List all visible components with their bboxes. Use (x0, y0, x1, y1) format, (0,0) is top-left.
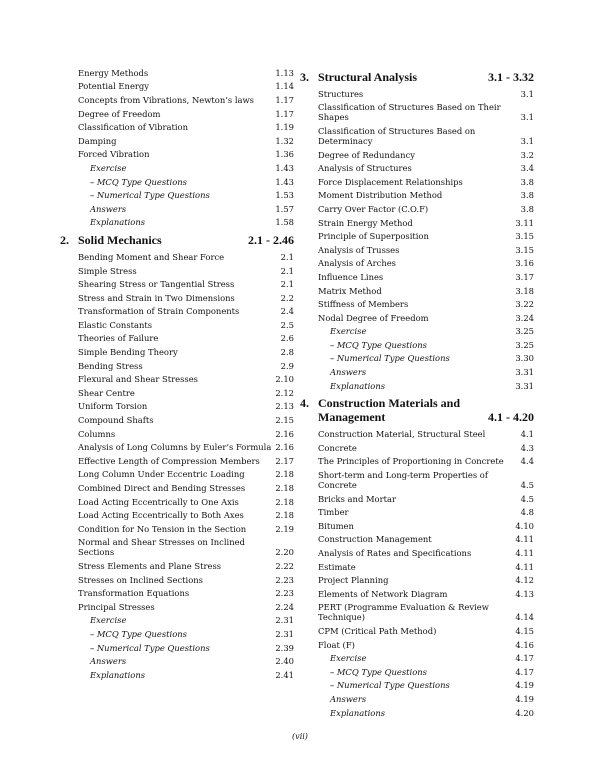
toc-entry-page: 2.39 (275, 642, 294, 653)
toc-entry-title: – MCQ Type Questions (330, 339, 427, 350)
toc-entry (78, 536, 294, 560)
toc-entry-title: Bending Moment and Shear Force (78, 251, 225, 262)
toc-entry-page: 3.1 (520, 112, 534, 123)
toc-entry (318, 492, 534, 506)
chapter-title: Management (318, 410, 386, 425)
toc-entry-page: 3.30 (515, 353, 534, 364)
toc-entry (318, 257, 534, 271)
toc-entry-title: Float (F) (318, 639, 355, 650)
toc-entry-title: Uniform Torsion (78, 401, 148, 412)
toc-entry-title: Bitumen (318, 520, 354, 531)
toc-entry-title: – MCQ Type Questions (330, 666, 427, 677)
toc-entry (318, 573, 534, 587)
chapter-heading (300, 66, 534, 87)
toc-entry-title: Load Acting Eccentrically to One Axis (78, 496, 239, 507)
toc-entry (318, 270, 534, 284)
toc-entry-title: Degree of Freedom (78, 108, 161, 119)
toc-entry-page: 2.18 (275, 496, 294, 507)
toc-entry (318, 229, 534, 243)
toc-entry-title: Shearing Stress or Tangential Stress (78, 279, 235, 290)
toc-entry-page: 4.1 (520, 429, 534, 440)
toc-subentry (318, 706, 534, 720)
toc-entry-page: 4.11 (515, 534, 534, 545)
toc-entry-title: Influence Lines (318, 271, 384, 282)
toc-entry (78, 66, 294, 80)
toc-entry-title: Analysis of Rates and Specifications (318, 548, 472, 559)
toc-entry-title: Energy Methods (78, 67, 149, 78)
toc-subentry (78, 654, 294, 668)
toc-entry-page: 3.15 (515, 231, 534, 242)
toc-entry-page: 2.1 (280, 251, 294, 262)
toc-entry-title: Exercise (90, 162, 127, 173)
toc-entry-page: 3.25 (515, 326, 534, 337)
toc-entry-page: 2.18 (275, 483, 294, 494)
toc-entry (318, 624, 534, 638)
toc-entry (78, 586, 294, 600)
toc-entry (78, 522, 294, 536)
toc-entry (318, 101, 534, 125)
toc-entry-page: 4.14 (515, 612, 534, 623)
chapter-page-range: 4.1 - 4.20 (488, 410, 534, 425)
toc-entry-title: Nodal Degree of Freedom (318, 312, 429, 323)
chapter-number: 3. (300, 70, 309, 84)
toc-entry-page: 1.32 (275, 135, 294, 146)
toc-subentry (318, 679, 534, 693)
toc-entry-page: 2.1 (280, 279, 294, 290)
toc-entry-page: 3.8 (520, 176, 534, 187)
toc-entry (78, 107, 294, 121)
toc-entry-page: 4.19 (515, 693, 534, 704)
toc-entry-page: 2.20 (275, 547, 294, 558)
toc-subentry (318, 325, 534, 339)
toc-entry-page: 3.8 (520, 203, 534, 214)
toc-entry-title: – Numerical Type Questions (90, 190, 210, 201)
toc-subentry (318, 338, 534, 352)
toc-entry-title: Damping (78, 135, 117, 146)
toc-entry (78, 120, 294, 134)
toc-entry-title: Strain Energy Method (318, 217, 413, 228)
toc-entry-title: Analysis of Trusses (318, 244, 400, 255)
toc-entry-title: Elements of Network Diagram (318, 588, 448, 599)
toc-subentry (78, 614, 294, 628)
toc-subentry (318, 365, 534, 379)
toc-entry-page: 2.18 (275, 469, 294, 480)
toc-entry-page: 2.41 (275, 669, 294, 680)
toc-entry (78, 264, 294, 278)
toc-entry (318, 202, 534, 216)
toc-entry-title: Exercise (90, 615, 127, 626)
toc-entry-title: Analysis of Long Columns by Euler’s Formula (78, 442, 272, 453)
toc-entry-title: Long Column Under Eccentric Loading (78, 469, 245, 480)
toc-entry-title: Potential Energy (78, 81, 149, 92)
toc-entry-title: Condition for No Tension in the Section (78, 523, 247, 534)
chapter-heading-line (300, 410, 534, 424)
toc-entry-title: Construction Management (318, 534, 432, 545)
toc-entry-title: Stress and Strain in Two Dimensions (78, 292, 235, 303)
toc-entry-page: 1.13 (275, 67, 294, 78)
toc-right-column (300, 66, 534, 719)
toc-entry (78, 400, 294, 414)
toc-entry-page: 3.4 (520, 163, 534, 174)
toc-entry-page: 4.11 (515, 561, 534, 572)
toc-entry-title: Moment Distribution Method (318, 190, 443, 201)
toc-subentry (78, 668, 294, 682)
toc-entry-page: 1.36 (275, 149, 294, 160)
chapter-number: 4. (300, 396, 309, 411)
toc-entry-title: Load Acting Eccentrically to Both Axes (78, 510, 244, 521)
toc-entry (318, 161, 534, 175)
toc-entry (78, 413, 294, 427)
toc-entry-page: 3.15 (515, 244, 534, 255)
toc-entry-page: 4.10 (515, 520, 534, 531)
toc-entry-title: Forced Vibration (78, 149, 150, 160)
toc-entry (318, 546, 534, 560)
toc-subentry (318, 651, 534, 665)
toc-entry-title: Matrix Method (318, 285, 382, 296)
toc-entry-title: Classification of Structures Based on Determinacy (318, 125, 476, 146)
toc-entry-title: Compound Shafts (78, 415, 154, 426)
toc-entry (318, 468, 534, 492)
toc-entry-title: Structures (318, 88, 364, 99)
toc-entry-page: 2.12 (275, 387, 294, 398)
toc-entry-title: The Principles of Proportioning in Concrete (318, 456, 504, 467)
toc-entry (318, 243, 534, 257)
toc-entry-title: Answers (330, 693, 367, 704)
toc-subentry (318, 665, 534, 679)
toc-entry-page: 4.17 (515, 666, 534, 677)
toc-entry-page: 2.15 (275, 415, 294, 426)
toc-entry-title: – MCQ Type Questions (90, 176, 187, 187)
toc-entry-title: Explanations (90, 669, 146, 680)
toc-entry-page: 2.4 (280, 306, 294, 317)
toc-entry-title: Columns (78, 428, 116, 439)
toc-entry-title: Simple Bending Theory (78, 347, 178, 358)
toc-entry-title: Explanations (330, 380, 386, 391)
toc-entry-page: 4.15 (515, 625, 534, 636)
toc-entry (318, 533, 534, 547)
toc-entry-title: Short-term and Long-term Properties of Concrete (318, 470, 488, 491)
chapter-title: Construction Materials and (318, 396, 460, 411)
toc-entry-title: Concepts from Vibrations, Newton’s laws (78, 94, 254, 105)
toc-entry-page: 4.20 (515, 707, 534, 718)
toc-entry-title: Transformation Equations (78, 588, 190, 599)
toc-entry (318, 189, 534, 203)
toc-entry-page: 2.5 (280, 319, 294, 330)
toc-entry-page: 2.8 (280, 347, 294, 358)
toc-entry-page: 1.57 (275, 203, 294, 214)
toc-entry-page: 4.5 (520, 480, 534, 491)
toc-entry (78, 80, 294, 94)
toc-entry-page: 1.43 (275, 176, 294, 187)
toc-entry-page: 1.17 (275, 94, 294, 105)
toc-entry-title: Concrete (318, 442, 357, 453)
toc-entry (78, 440, 294, 454)
toc-entry-page: 2.31 (275, 615, 294, 626)
toc-entry-page: 4.4 (520, 456, 534, 467)
toc-entry-title: Classification of Structures Based on Their Shapes (318, 102, 501, 123)
toc-subentry (78, 216, 294, 230)
toc-entry (318, 505, 534, 519)
toc-entry-title: Project Planning (318, 575, 389, 586)
toc-entry-title: Theories of Failure (78, 333, 159, 344)
toc-subentry (318, 692, 534, 706)
toc-entry-title: Stiffness of Members (318, 299, 409, 310)
toc-entry (78, 277, 294, 291)
toc-entry-page: 2.16 (275, 428, 294, 439)
toc-entry-page: 4.17 (515, 653, 534, 664)
toc-entry-page: 4.5 (520, 493, 534, 504)
chapter-number: 2. (60, 233, 69, 248)
toc-entry-page: 4.12 (515, 575, 534, 586)
toc-entry-title: Bricks and Mortar (318, 493, 396, 504)
toc-entry-title: Explanations (90, 217, 146, 228)
toc-entry (78, 600, 294, 614)
toc-entry (78, 345, 294, 359)
toc-entry-title: Bending Stress (78, 360, 143, 371)
toc-subentry (78, 627, 294, 641)
toc-entry-page: 1.43 (275, 162, 294, 173)
toc-entry-title: Flexural and Shear Stresses (78, 374, 198, 385)
toc-entry-title: Timber (318, 507, 349, 518)
toc-entry (318, 638, 534, 652)
toc-entry-page: 3.11 (515, 217, 534, 228)
toc-entry (78, 134, 294, 148)
toc-entry-title: Shear Centre (78, 387, 135, 398)
toc-entry-title: – Numerical Type Questions (90, 642, 210, 653)
toc-entry-page: 2.13 (275, 401, 294, 412)
toc-entry-title: Effective Length of Compression Members (78, 455, 260, 466)
toc-entry-title: – Numerical Type Questions (330, 680, 450, 691)
toc-entry-title: Force Displacement Relationships (318, 176, 463, 187)
toc-entry (318, 124, 534, 148)
toc-entry (78, 508, 294, 522)
toc-entry-title: CPM (Critical Path Method) (318, 625, 437, 636)
toc-entry-page: 4.11 (515, 548, 534, 559)
toc-entry-page: 4.3 (520, 442, 534, 453)
toc-subentry (318, 379, 534, 393)
toc-entry-page: 3.31 (515, 380, 534, 391)
toc-entry (78, 454, 294, 468)
toc-entry-title: Simple Stress (78, 265, 137, 276)
toc-entry-title: Elastic Constants (78, 319, 153, 330)
toc-entry-title: Answers (330, 367, 367, 378)
toc-entry (78, 93, 294, 107)
toc-entry-title: Construction Material, Structural Steel (318, 429, 486, 440)
toc-entry (78, 495, 294, 509)
toc-entry-page: 3.25 (515, 339, 534, 350)
toc-entry (318, 87, 534, 101)
toc-entry-title: Analysis of Structures (318, 163, 412, 174)
toc-entry-title: Answers (90, 203, 127, 214)
toc-entry-page: 3.1 (520, 135, 534, 146)
toc-entry (318, 216, 534, 230)
toc-entry-page: 2.23 (275, 574, 294, 585)
toc-entry-page: 2.40 (275, 656, 294, 667)
toc-entry-page: 4.13 (515, 588, 534, 599)
toc-entry (318, 601, 534, 625)
toc-entry-page: 1.14 (275, 81, 294, 92)
toc-entry-title: – MCQ Type Questions (90, 628, 187, 639)
toc-entry-page: 3.1 (520, 88, 534, 99)
toc-entry-page: 4.19 (515, 680, 534, 691)
toc-entry-page: 2.19 (275, 523, 294, 534)
chapter-title: Structural Analysis (318, 70, 418, 84)
toc-left-column (60, 66, 294, 682)
toc-entry-title: Normal and Shear Stresses on Inclined Sections (78, 537, 245, 558)
chapter-title: Solid Mechanics (78, 233, 162, 248)
toc-entry-page: 3.17 (515, 271, 534, 282)
toc-entry-title: Analysis of Arches (318, 258, 396, 269)
chapter-page-range: 2.1 - 2.46 (248, 233, 294, 248)
toc-entry-page: 3.2 (520, 149, 534, 160)
toc-entry-title: Combined Direct and Bending Stresses (78, 483, 246, 494)
toc-entry (78, 386, 294, 400)
toc-entry-title: Principal Stresses (78, 601, 155, 612)
toc-entry (78, 305, 294, 319)
toc-entry-title: Stresses on Inclined Sections (78, 574, 203, 585)
toc-entry (318, 311, 534, 325)
toc-entry-title: Estimate (318, 561, 356, 572)
chapter-heading (300, 392, 534, 427)
toc-entry-page: 2.10 (275, 374, 294, 385)
toc-entry-page: 2.1 (280, 265, 294, 276)
toc-subentry (78, 175, 294, 189)
toc-entry-page: 2.31 (275, 628, 294, 639)
toc-entry-page: 2.9 (280, 360, 294, 371)
toc-entry-page: 3.8 (520, 190, 534, 201)
toc-entry-page: 1.53 (275, 190, 294, 201)
toc-entry-page: 2.6 (280, 333, 294, 344)
toc-entry-page: 3.18 (515, 285, 534, 296)
toc-entry-page: 2.23 (275, 588, 294, 599)
chapter-page-range: 3.1 - 3.32 (488, 70, 534, 84)
toc-entry (318, 587, 534, 601)
toc-entry (318, 441, 534, 455)
toc-entry-page: 2.2 (280, 292, 294, 303)
toc-entry-title: Carry Over Factor (C.O.F) (318, 203, 429, 214)
toc-entry-page: 1.58 (275, 217, 294, 228)
toc-subentry (78, 188, 294, 202)
toc-entry-page: 3.16 (515, 258, 534, 269)
toc-entry-title: Stress Elements and Plane Stress (78, 560, 222, 571)
toc-entry (78, 468, 294, 482)
toc-subentry (318, 352, 534, 366)
toc-entry (78, 481, 294, 495)
toc-entry (318, 560, 534, 574)
toc-entry (78, 148, 294, 162)
toc-entry-title: Answers (90, 656, 127, 667)
toc-entry (78, 250, 294, 264)
toc-entry-title: Explanations (330, 707, 386, 718)
toc-entry-page: 2.17 (275, 455, 294, 466)
toc-entry (318, 284, 534, 298)
toc-entry (78, 559, 294, 573)
toc-entry-title: Classification of Vibration (78, 122, 188, 133)
toc-entry-title: Exercise (330, 326, 367, 337)
page-number-footer: (vii) (292, 732, 308, 741)
toc-entry-page: 4.16 (515, 639, 534, 650)
toc-entry (318, 297, 534, 311)
toc-entry-page: 2.16 (275, 442, 294, 453)
toc-entry-title: Degree of Redundancy (318, 149, 415, 160)
toc-entry (318, 455, 534, 469)
toc-entry-title: PERT (Programme Evaluation & Review Technique) (318, 602, 489, 623)
toc-entry-title: Principle of Superposition (318, 231, 429, 242)
toc-entry-page: 4.8 (520, 507, 534, 518)
toc-subentry (78, 641, 294, 655)
chapter-heading-line (300, 396, 534, 410)
toc-entry-title: Transformation of Strain Components (78, 306, 240, 317)
toc-entry (78, 291, 294, 305)
toc-entry (318, 148, 534, 162)
toc-entry (318, 427, 534, 441)
toc-entry (78, 318, 294, 332)
toc-entry (78, 372, 294, 386)
toc-entry-page: 1.19 (275, 122, 294, 133)
toc-entry-page: 3.31 (515, 367, 534, 378)
toc-entry-page: 3.24 (515, 312, 534, 323)
toc-entry-page: 1.17 (275, 108, 294, 119)
toc-entry (78, 359, 294, 373)
toc-subentry (78, 202, 294, 216)
toc-subentry (78, 161, 294, 175)
toc-entry (318, 519, 534, 533)
toc-entry-page: 2.24 (275, 601, 294, 612)
toc-entry-page: 2.18 (275, 510, 294, 521)
toc-entry (78, 573, 294, 587)
toc-entry-page: 2.22 (275, 560, 294, 571)
toc-entry (78, 427, 294, 441)
toc-entry-title: Exercise (330, 653, 367, 664)
toc-entry-title: – Numerical Type Questions (330, 353, 450, 364)
toc-entry-page: 3.22 (515, 299, 534, 310)
toc-entry (78, 332, 294, 346)
toc-entry (318, 175, 534, 189)
chapter-heading (60, 229, 294, 250)
